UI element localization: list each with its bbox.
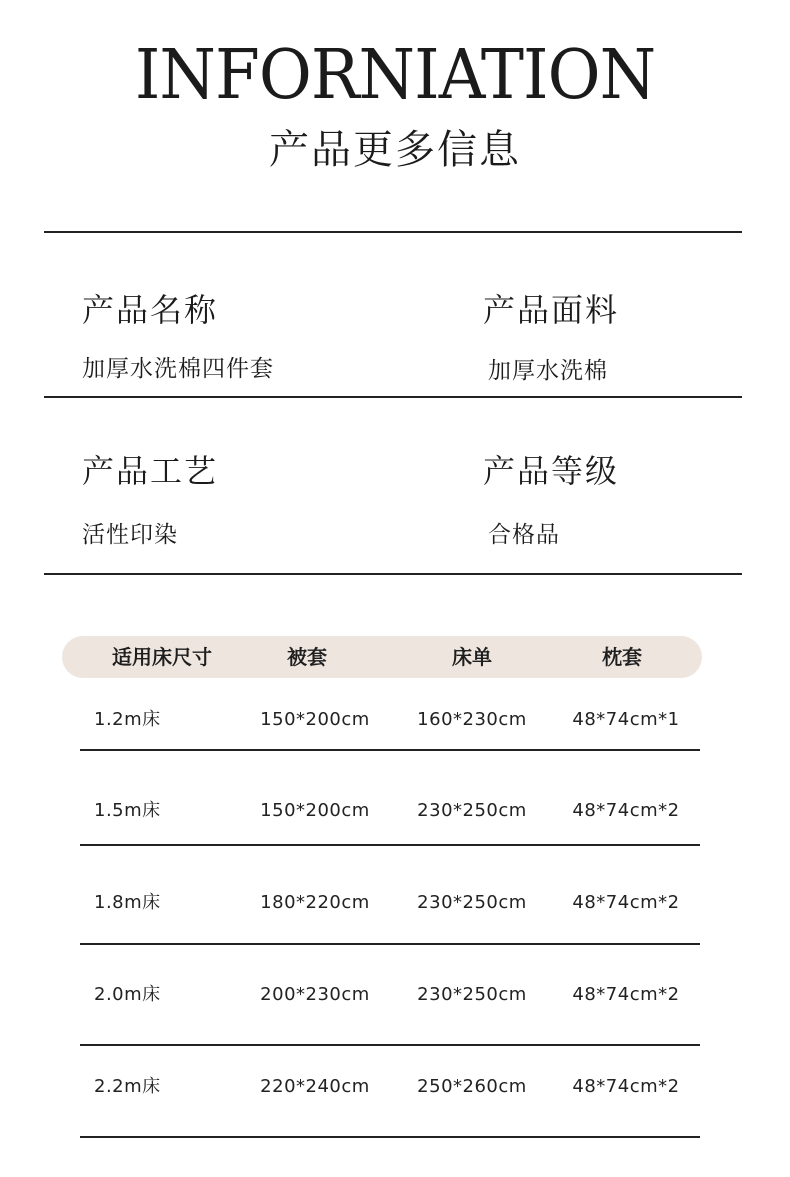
duvet-cover-cell: 220*240cm [260, 1076, 370, 1097]
bed-size-cell: 1.5m床 [94, 800, 161, 821]
col-header-pillowcase: 枕套 [602, 645, 642, 669]
product-fabric-label: 产品面料 [483, 291, 620, 329]
bed-sheet-cell: 230*250cm [417, 892, 527, 913]
col-header-bed-sheet: 床单 [452, 645, 492, 669]
duvet-cover-cell: 180*220cm [260, 892, 370, 913]
pillowcase-cell: 48*74cm*1 [572, 709, 680, 730]
row-divider [80, 943, 700, 945]
pillowcase-cell: 48*74cm*2 [572, 800, 680, 821]
product-fabric-value: 加厚水洗棉 [488, 358, 608, 384]
product-name-label: 产品名称 [82, 291, 219, 329]
page-title-cn: 产品更多信息 [269, 127, 521, 173]
bed-sheet-cell: 250*260cm [417, 1076, 527, 1097]
info-divider-1 [44, 396, 742, 398]
col-header-bed-size: 适用床尺寸 [112, 645, 212, 669]
bed-size-cell: 2.2m床 [94, 1076, 161, 1097]
product-craft-label: 产品工艺 [82, 452, 219, 490]
table-row [0, 700, 790, 740]
duvet-cover-cell: 150*200cm [260, 800, 370, 821]
bed-size-cell: 2.0m床 [94, 984, 161, 1005]
duvet-cover-cell: 200*230cm [260, 984, 370, 1005]
pillowcase-cell: 48*74cm*2 [572, 892, 680, 913]
bed-size-cell: 1.8m床 [94, 892, 161, 913]
table-row [0, 1067, 790, 1107]
table-row [0, 975, 790, 1015]
row-divider [80, 749, 700, 751]
bed-sheet-cell: 230*250cm [417, 800, 527, 821]
info-divider-2 [44, 573, 742, 575]
product-name-value: 加厚水洗棉四件套 [82, 356, 274, 382]
product-craft-value: 活性印染 [82, 522, 178, 548]
table-row [0, 883, 790, 923]
row-divider [80, 844, 700, 846]
pillowcase-cell: 48*74cm*2 [572, 984, 680, 1005]
bed-size-cell: 1.2m床 [94, 709, 161, 730]
bed-sheet-cell: 230*250cm [417, 984, 527, 1005]
product-grade-label: 产品等级 [483, 452, 620, 490]
col-header-duvet-cover: 被套 [287, 645, 327, 669]
duvet-cover-cell: 150*200cm [260, 709, 370, 730]
pillowcase-cell: 48*74cm*2 [572, 1076, 680, 1097]
table-row [0, 791, 790, 831]
page-title-en: INFORNIATION [134, 36, 656, 115]
product-grade-value: 合格品 [488, 522, 560, 548]
header-divider [44, 231, 742, 233]
size-table-header [62, 636, 702, 678]
row-divider [80, 1136, 700, 1138]
row-divider [80, 1044, 700, 1046]
bed-sheet-cell: 160*230cm [417, 709, 527, 730]
